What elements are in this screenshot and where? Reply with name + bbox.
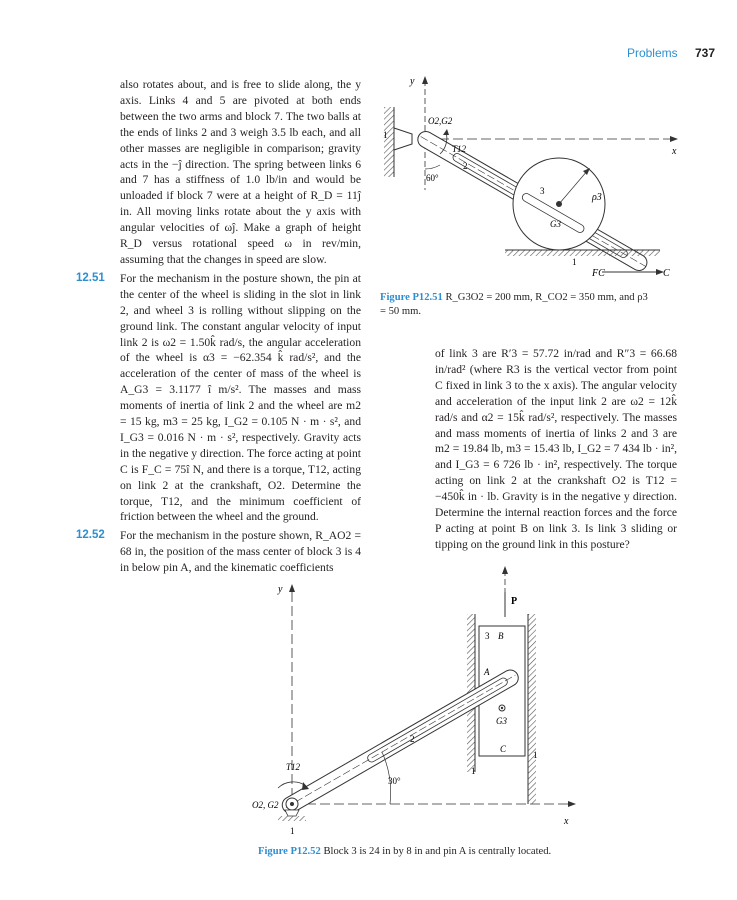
fig51-label-link1-left: 1 — [383, 130, 388, 140]
fig51-label-t12: T12 — [452, 144, 467, 154]
section-title: Problems — [626, 46, 678, 60]
right-column — [435, 346, 677, 553]
figure-p12-52-label: Figure P12.52 — [258, 846, 321, 857]
fig52-label-y: y — [278, 584, 283, 595]
problem-number-12-52: 12.52 — [76, 529, 105, 542]
fig52-label-b: B — [498, 631, 504, 641]
figure-p12-51-label: Figure P12.51 — [380, 292, 443, 303]
problem-12-52-continued-text: of link 3 are R′3 = 57.72 in/rad and R″3 = 66.68 in/rad² (where R3 is the vertical vector from point C fixed in link 3 to the x axis). The angular velocity and acceleration of the input link 2 are ω2 = 12k̂ rad/s and α2 = 15k̂ rad/s², respectively. The masses and mass moments of inertia of links 2 and 3 are m2 = 19.84 lb, m3 = 15.43 lb, I_G2 = 7 434 lb · in², and I_G3 = 6 726 lb · in², respectively. The torque acting on link 2 at the crankshaft O2 is T12 = −450k̂ in · lb. Gravity is in the negative y direction. Determine the internal reaction forces and the force P acting at point B on link 3. Is link 3 sliding or tipping on the ground link in this posture? — [435, 347, 677, 551]
figure-p12-51-diagram — [380, 72, 690, 282]
fig52-label-link3: 3 — [485, 631, 490, 641]
fig51-label-y: y — [410, 76, 415, 87]
fig52-label-c: C — [500, 744, 507, 754]
problem-number-12-51: 12.51 — [76, 271, 105, 284]
fig51-label-x: x — [672, 146, 677, 157]
problem-12-51-text: For the mechanism in the posture shown, the pin at the center of the wheel is sliding in the slot in link 2, and wheel 3 is rolling without slipping on the ground link. The constant angular velocity of input link 2 is ω2 = 1.50k̂ rad/s, the angular acceleration of the wheel is α3 = −62.354 k̂ rad/s², and the acceleration of the center of mass of the wheel is A_G3 = 3.1177 î m/s². The masses and mass moments of inertia of link 2 and the wheel are m2 = 15 kg, m3 = 25 kg, I_G2 = 0.105 N · m · s², and I_G3 = 0.016 N · m · s², respectively. Gravity acts in the negative y direction. The force acting at point C is F_C = 75î N, and there is a torque, T12, acting on link 2 at the crankshaft, O2. Determine the torque, T12, and the minimum coefficient of friction between the wheel and the ground. — [120, 271, 361, 524]
page-number: 737 — [694, 46, 715, 60]
page-header — [627, 46, 715, 60]
figure-p12-52-caption — [258, 845, 598, 859]
fig51-wall-ground — [384, 107, 394, 177]
problem-12-52-text: For the mechanism in the posture shown, R_AO2 = 68 in, the position of the mass center of block 3 is 4 in below pin A, and the kinematic coefficients — [120, 529, 361, 575]
fig52-label-link1-bottom: 1 — [290, 826, 295, 836]
fig51-label-link2: 2 — [463, 161, 468, 171]
fig51-label-fc: FC — [592, 268, 605, 279]
fig51-ground — [505, 250, 660, 256]
fig52-label-t12: T12 — [286, 762, 301, 772]
figure-p12-51-caption-text: R_G3O2 = 200 mm, R_CO2 = 350 mm, and ρ3 = 50 mm. — [380, 292, 648, 317]
fig52-label-angle: 30° — [388, 776, 401, 786]
fig52-label-x: x — [564, 816, 569, 827]
fig52-guide-right — [528, 614, 536, 804]
problem-12-51 — [76, 271, 361, 526]
fig52-label-p: P — [511, 596, 518, 607]
figure-p12-52-diagram — [230, 562, 610, 842]
fig51-label-c: C — [663, 268, 670, 279]
fig52-label-g3: G3 — [496, 716, 507, 726]
fig51-label-angle: 60° — [426, 173, 439, 183]
problem-continuation-text: also rotates about, and is free to slide along, the y axis. Links 4 and 5 are pivoted at both ends between the two arms and block 7. The two balls at the ends of links 2 and 3 weigh 3.5 lb each, and all other masses are negligible in comparison; gravity acts in the −ĵ direction. The spring between links 6 and 7 has a stiffness of 1.0 lb/in and would be unloaded if block 7 were at a height of R_D = 11ĵ in. All moving links rotate about the y axis with angular velocities of ωĵ. Make a graph of height R_D versus rotational speed ω in rev/min, assuming that the changes in speed are slow. — [120, 78, 361, 266]
fig52-label-link1-mid: 1 — [471, 766, 476, 776]
fig51-label-rho3: ρ3 — [592, 192, 602, 203]
left-column — [76, 77, 361, 576]
fig51-label-o2g2: O2,G2 — [428, 116, 453, 126]
fig51-label-link3: 3 — [540, 186, 545, 196]
fig52-label-a: A — [484, 667, 490, 677]
figure-p12-52-caption-text: Block 3 is 24 in by 8 in and pin A is centrally located. — [323, 846, 552, 857]
fig51-label-link1-ground: 1 — [572, 257, 577, 267]
fig52-label-o2g2: O2, G2 — [252, 800, 279, 810]
figure-p12-51-caption — [380, 291, 650, 319]
fig52-label-link1-right: 1 — [533, 750, 538, 760]
fig52-label-link2: 2 — [410, 734, 415, 744]
fig51-label-g3: G3 — [550, 219, 561, 229]
